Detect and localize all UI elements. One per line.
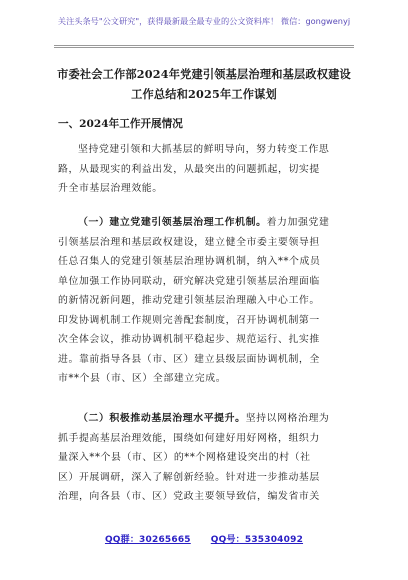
paragraph-line: 引领基层治理和基层政权建设，建立健全市委主要领导担 bbox=[58, 236, 320, 248]
title-line-1: 市委社会工作部2024年党建引领基层治理和基层政权建设 bbox=[57, 67, 351, 81]
item1-paragraph bbox=[58, 213, 350, 389]
paragraph-line: 进。靠前指导各县（市、区）建立县级层面协调机制，全 bbox=[58, 353, 320, 365]
paragraph-line: 市**个县（市、区）全部建立完成。 bbox=[58, 373, 227, 384]
document-title bbox=[40, 64, 368, 104]
qq-number-link[interactable]: QQ号：535304092 bbox=[210, 535, 304, 545]
item1-label: （一）建立党建引领基层治理工作机制。 bbox=[78, 217, 267, 228]
paragraph-line: 量深入**个县（市、区）的**个网格建设突出的村（社 bbox=[58, 452, 311, 463]
paragraph-line bbox=[58, 213, 350, 233]
paragraph-line: 坚持党建引领和大抓基层的鲜明导向，努力转变工作思 bbox=[78, 144, 330, 155]
paragraph-line: 升全市基层治理效能。 bbox=[58, 183, 163, 194]
item2-paragraph bbox=[58, 409, 350, 507]
paragraph-line: 次全体会议，推动协调机制平稳起步、规范运行、扎实推 bbox=[58, 334, 320, 345]
title-line-2: 工作总结和2025年工作谋划 bbox=[131, 87, 277, 101]
footer-contact bbox=[0, 532, 408, 545]
paragraph-line: 任总召集人的党建引领基层治理协调机制，纳入**个成员 bbox=[58, 256, 321, 267]
header-note: 关注头条号"公文研究"，获得最新最全最专业的公文资料库！ 微信：gongwenyj bbox=[57, 16, 351, 26]
paragraph-line: 治理，向各县（市、区）党政主要领导致信，编发省市关 bbox=[58, 491, 320, 502]
qq-group-link[interactable]: QQ群：30265665 bbox=[104, 535, 191, 545]
paragraph-line: 区）开展调研，深入了解创新经验。针对进一步推动基层 bbox=[58, 471, 320, 483]
header-divider bbox=[54, 45, 354, 48]
item2-first-line: 坚持以网格治理为 bbox=[245, 413, 330, 424]
intro-paragraph bbox=[58, 140, 350, 199]
paragraph-line: 的新情况新问题，推动党建引领基层治理融入中心工作。 bbox=[58, 295, 320, 306]
paragraph-line: 抓手提高基层治理效能，围绕如何建好用好网格，组织力 bbox=[58, 432, 320, 444]
paragraph-line: 路，从最现实的利益出发，从最突出的问题抓起，切实提 bbox=[58, 163, 320, 175]
section-heading: 一、2024年工作开展情况 bbox=[58, 118, 183, 130]
paragraph-line bbox=[58, 409, 350, 429]
paragraph-line: 印发协调机制工作规则完善配套制度，召开协调机制第一 bbox=[58, 314, 320, 326]
item2-label: （二）积极推动基层治理水平提升。 bbox=[78, 413, 246, 424]
paragraph-line: 单位加强工作协同联动，研究解决党建引领基层治理面临 bbox=[58, 275, 320, 287]
item1-first-line: 着力加强党建 bbox=[266, 217, 330, 228]
